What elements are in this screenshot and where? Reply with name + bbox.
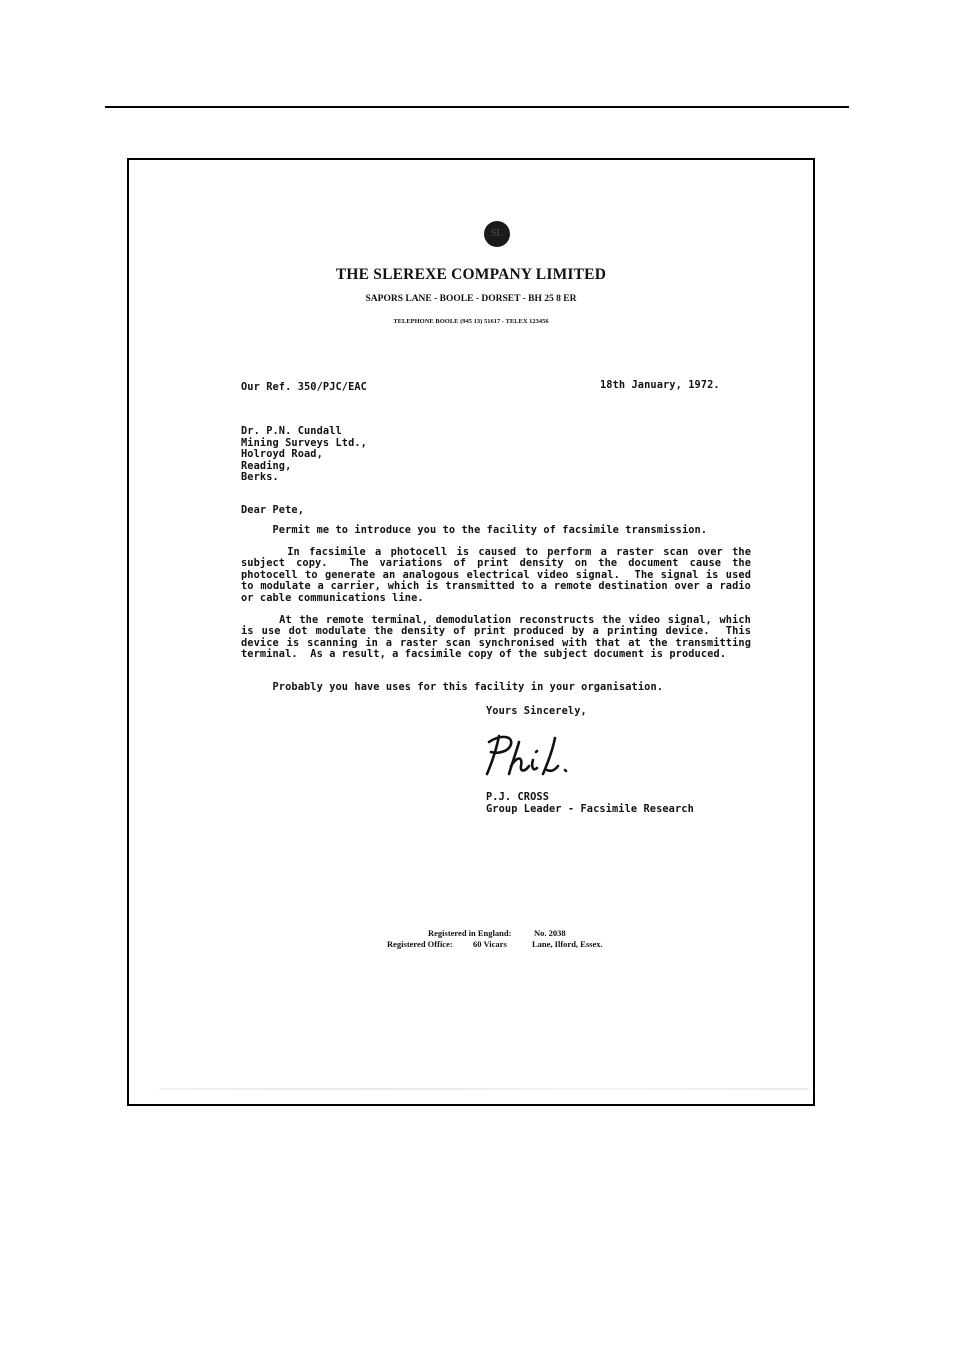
body-paragraph: In facsimile a photocell is caused to perform a raster scan over the subject copy. The variations of print density on the document cause the photocell to generate an analogous electrical video signal. The signal is used to modulate a carrier, which is transmitted to a remote destination over a radio or cable communications line.: [241, 546, 758, 604]
addressee-line: Berks.: [241, 471, 279, 483]
registered-office-address: 60 Vicars: [473, 939, 507, 949]
signer-title: Group Leader - Facsimile Research: [486, 802, 694, 815]
logo-monogram: SL: [490, 228, 504, 239]
addressee-line: Reading,: [241, 459, 292, 472]
addressee-line: Holroyd Road,: [241, 448, 323, 460]
body-paragraph: Probably you have uses for this facility in your organisation.: [241, 681, 664, 693]
header-rule: [105, 106, 849, 108]
addressee-line: Mining Surveys Ltd.,: [241, 436, 367, 449]
registered-office-label: Registered Office:: [387, 939, 453, 949]
company-telephone: TELEPHONE BOOLE (945 13) 51617 - TELEX 123456: [393, 318, 549, 325]
company-address: SAPORS LANE - BOOLE - DORSET - BH 25 8 ER: [365, 294, 577, 304]
closing: Yours Sincerely,: [486, 705, 587, 717]
addressee-block: [241, 426, 367, 484]
company-logo-icon: [484, 221, 510, 247]
letter-image-frame: [127, 158, 815, 1106]
letter-reference: Our Ref. 350/PJC/EAC: [241, 381, 367, 393]
company-name: THE SLEREXE COMPANY LIMITED: [335, 266, 607, 283]
signer-block: [486, 792, 694, 815]
registration-number: No. 2038: [534, 928, 566, 938]
scan-artifact-line: [159, 1088, 809, 1090]
body-paragraph: At the remote terminal, demodulation reconstructs the video signal, which is use dot modulate the density of print produced by a printing device. This device is scanning in a raster scan synchronised with that at the transmitting terminal. As a result, a facsimile copy of the subject document is produced.: [241, 614, 758, 661]
registration-label: Registered in England:: [428, 928, 512, 938]
salutation: Dear Pete,: [241, 504, 304, 516]
signature: [479, 730, 574, 780]
addressee-line: Dr. P.N. Cundall: [241, 425, 342, 437]
body-paragraph: Permit me to introduce you to the facility of facsimile transmission.: [241, 524, 708, 536]
signer-name: P.J. CROSS: [486, 791, 549, 803]
registered-office-address: Lane, Ilford, Essex.: [532, 939, 603, 949]
letter-date: 18th January, 1972.: [600, 379, 720, 391]
